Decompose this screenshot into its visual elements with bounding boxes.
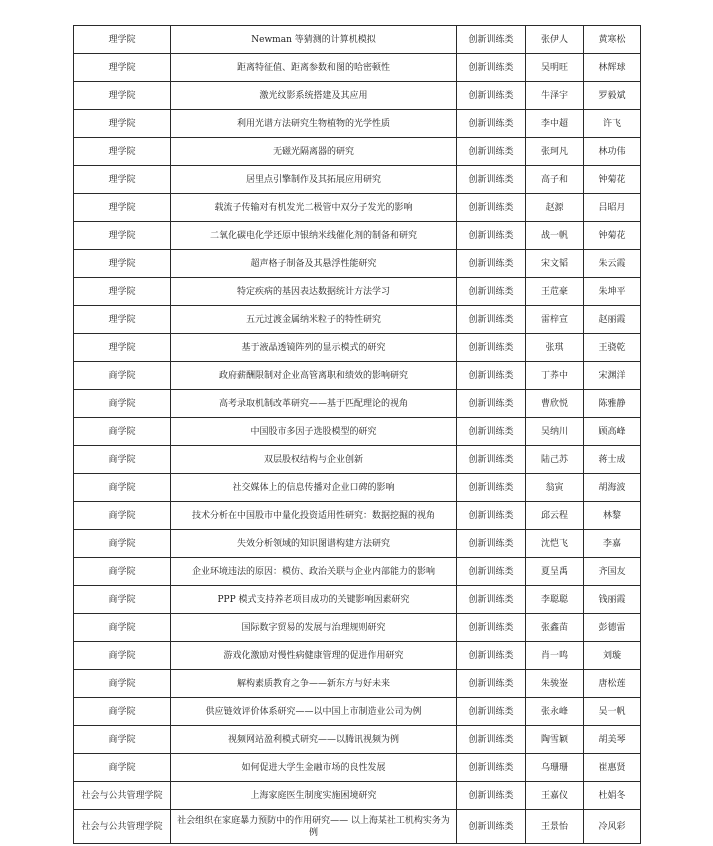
student-cell: 沈恺飞 xyxy=(526,530,584,558)
advisor-cell: 朱云霞 xyxy=(584,250,641,278)
advisor-cell: 朱坤平 xyxy=(584,278,641,306)
title-cell: 解构素质教育之争——新东方与好未来 xyxy=(171,670,457,698)
college-cell: 商学院 xyxy=(74,502,171,530)
advisor-cell: 宋渊洋 xyxy=(584,362,641,390)
table-row xyxy=(74,754,641,782)
table-row xyxy=(74,110,641,138)
type-cell: 创新训练类 xyxy=(457,110,526,138)
type-cell: 创新训练类 xyxy=(457,782,526,810)
advisor-cell: 李嘉 xyxy=(584,530,641,558)
table-row xyxy=(74,726,641,754)
advisor-cell: 林黎 xyxy=(584,502,641,530)
table-row xyxy=(74,418,641,446)
table-row xyxy=(74,474,641,502)
student-cell: 宋文韬 xyxy=(526,250,584,278)
table-row xyxy=(74,782,641,810)
table-row xyxy=(74,306,641,334)
college-cell: 理学院 xyxy=(74,250,171,278)
table-row xyxy=(74,642,641,670)
title-cell: 特定疾病的基因表达数据统计方法学习 xyxy=(171,278,457,306)
table-row xyxy=(74,26,641,54)
college-cell: 商学院 xyxy=(74,362,171,390)
type-cell: 创新训练类 xyxy=(457,138,526,166)
college-cell: 理学院 xyxy=(74,138,171,166)
type-cell: 创新训练类 xyxy=(457,54,526,82)
student-cell: 张鑫苗 xyxy=(526,614,584,642)
title-cell: 企业环境违法的原因：模仿、政治关联与企业内部能力的影响 xyxy=(171,558,457,586)
college-cell: 社会与公共管理学院 xyxy=(74,810,171,844)
college-cell: 商学院 xyxy=(74,390,171,418)
student-cell: 雷梓宣 xyxy=(526,306,584,334)
title-cell: 供应链效评价体系研究——以中国上市制造业公司为例 xyxy=(171,698,457,726)
table-row xyxy=(74,334,641,362)
type-cell: 创新训练类 xyxy=(457,502,526,530)
student-cell: 曹欣悦 xyxy=(526,390,584,418)
college-cell: 商学院 xyxy=(74,418,171,446)
type-cell: 创新训练类 xyxy=(457,614,526,642)
type-cell: 创新训练类 xyxy=(457,810,526,844)
student-cell: 牛泽宇 xyxy=(526,82,584,110)
student-cell: 高子和 xyxy=(526,166,584,194)
table-row xyxy=(74,138,641,166)
advisor-cell: 吕昭月 xyxy=(584,194,641,222)
college-cell: 商学院 xyxy=(74,726,171,754)
project-table-body xyxy=(74,26,641,844)
advisor-cell: 陈雅静 xyxy=(584,390,641,418)
college-cell: 商学院 xyxy=(74,530,171,558)
title-cell: 无磁光隔离器的研究 xyxy=(171,138,457,166)
advisor-cell: 齐国友 xyxy=(584,558,641,586)
table-row xyxy=(74,698,641,726)
college-cell: 商学院 xyxy=(74,446,171,474)
college-cell: 商学院 xyxy=(74,558,171,586)
type-cell: 创新训练类 xyxy=(457,754,526,782)
type-cell: 创新训练类 xyxy=(457,278,526,306)
table-row xyxy=(74,222,641,250)
college-cell: 理学院 xyxy=(74,82,171,110)
table-row xyxy=(74,558,641,586)
table-row xyxy=(74,614,641,642)
advisor-cell: 林辉球 xyxy=(584,54,641,82)
table-row xyxy=(74,194,641,222)
college-cell: 商学院 xyxy=(74,614,171,642)
student-cell: 张珂凡 xyxy=(526,138,584,166)
college-cell: 理学院 xyxy=(74,194,171,222)
type-cell: 创新训练类 xyxy=(457,558,526,586)
table-row xyxy=(74,166,641,194)
type-cell: 创新训练类 xyxy=(457,222,526,250)
title-cell: 双层股权结构与企业创新 xyxy=(171,446,457,474)
advisor-cell: 顾高峰 xyxy=(584,418,641,446)
title-cell: 居里点引擎制作及其拓展应用研究 xyxy=(171,166,457,194)
college-cell: 理学院 xyxy=(74,278,171,306)
type-cell: 创新训练类 xyxy=(457,362,526,390)
student-cell: 吴纳川 xyxy=(526,418,584,446)
type-cell: 创新训练类 xyxy=(457,166,526,194)
title-cell: 二氧化碳电化学还原中银纳米线催化剂的制备和研究 xyxy=(171,222,457,250)
student-cell: 吴明旺 xyxy=(526,54,584,82)
student-cell: 张琪 xyxy=(526,334,584,362)
type-cell: 创新训练类 xyxy=(457,446,526,474)
advisor-cell: 罗毅斌 xyxy=(584,82,641,110)
table-row xyxy=(74,54,641,82)
title-cell: 高考录取机制改革研究——基于匹配理论的视角 xyxy=(171,390,457,418)
title-cell: 载流子传输对有机发光二极管中双分子发光的影响 xyxy=(171,194,457,222)
title-cell: 游戏化激励对慢性病健康管理的促进作用研究 xyxy=(171,642,457,670)
student-cell: 肖一鸣 xyxy=(526,642,584,670)
type-cell: 创新训练类 xyxy=(457,418,526,446)
college-cell: 理学院 xyxy=(74,334,171,362)
student-cell: 王景怡 xyxy=(526,810,584,844)
student-cell: 李聪聪 xyxy=(526,586,584,614)
type-cell: 创新训练类 xyxy=(457,334,526,362)
table-row xyxy=(74,362,641,390)
advisor-cell: 唐松莲 xyxy=(584,670,641,698)
college-cell: 商学院 xyxy=(74,754,171,782)
title-cell: 中国股市多因子选股模型的研究 xyxy=(171,418,457,446)
student-cell: 王苊豪 xyxy=(526,278,584,306)
title-cell: 超声格子制备及其悬浮性能研究 xyxy=(171,250,457,278)
advisor-cell: 吴一帆 xyxy=(584,698,641,726)
college-cell: 商学院 xyxy=(74,642,171,670)
advisor-cell: 胡海波 xyxy=(584,474,641,502)
title-cell: 视频网站盈利模式研究——以腾讯视频为例 xyxy=(171,726,457,754)
type-cell: 创新训练类 xyxy=(457,586,526,614)
title-cell: 上海家庭医生制度实施困境研究 xyxy=(171,782,457,810)
advisor-cell: 胡美琴 xyxy=(584,726,641,754)
advisor-cell: 许飞 xyxy=(584,110,641,138)
type-cell: 创新训练类 xyxy=(457,670,526,698)
student-cell: 朱骏崟 xyxy=(526,670,584,698)
student-cell: 张永峰 xyxy=(526,698,584,726)
title-cell: 政府薪酬限制对企业高管离职和绩效的影响研究 xyxy=(171,362,457,390)
project-table xyxy=(73,25,641,844)
student-cell: 战一帆 xyxy=(526,222,584,250)
type-cell: 创新训练类 xyxy=(457,698,526,726)
advisor-cell: 赵丽霞 xyxy=(584,306,641,334)
student-cell: 丁荞中 xyxy=(526,362,584,390)
advisor-cell: 杜娟冬 xyxy=(584,782,641,810)
type-cell: 创新训练类 xyxy=(457,642,526,670)
table-row xyxy=(74,810,641,844)
advisor-cell: 钟菊花 xyxy=(584,166,641,194)
college-cell: 理学院 xyxy=(74,222,171,250)
table-row xyxy=(74,278,641,306)
advisor-cell: 黄寒松 xyxy=(584,26,641,54)
college-cell: 社会与公共管理学院 xyxy=(74,782,171,810)
title-cell: PPP 模式支持养老项目成功的关键影响因素研究 xyxy=(171,586,457,614)
college-cell: 理学院 xyxy=(74,26,171,54)
student-cell: 邱云程 xyxy=(526,502,584,530)
college-cell: 理学院 xyxy=(74,306,171,334)
title-cell: 五元过渡金属纳米粒子的特性研究 xyxy=(171,306,457,334)
student-cell: 翁寅 xyxy=(526,474,584,502)
student-cell: 陶雪颖 xyxy=(526,726,584,754)
college-cell: 商学院 xyxy=(74,474,171,502)
advisor-cell: 刘璇 xyxy=(584,642,641,670)
student-cell: 夏呈禹 xyxy=(526,558,584,586)
table-row xyxy=(74,586,641,614)
type-cell: 创新训练类 xyxy=(457,250,526,278)
advisor-cell: 彭德雷 xyxy=(584,614,641,642)
college-cell: 商学院 xyxy=(74,586,171,614)
student-cell: 张伊人 xyxy=(526,26,584,54)
student-cell: 李中超 xyxy=(526,110,584,138)
advisor-cell: 蒋士成 xyxy=(584,446,641,474)
title-cell: 利用光谱方法研究生物植物的光学性质 xyxy=(171,110,457,138)
type-cell: 创新训练类 xyxy=(457,390,526,418)
college-cell: 理学院 xyxy=(74,166,171,194)
type-cell: 创新训练类 xyxy=(457,194,526,222)
title-cell: 基于液晶透镜阵列的显示模式的研究 xyxy=(171,334,457,362)
type-cell: 创新训练类 xyxy=(457,474,526,502)
title-cell: 国际数字贸易的发展与治理规则研究 xyxy=(171,614,457,642)
title-cell: 距离特征值、距离参数和图的哈密顿性 xyxy=(171,54,457,82)
college-cell: 理学院 xyxy=(74,54,171,82)
title-cell: 失效分析领域的知识图谱构建方法研究 xyxy=(171,530,457,558)
title-cell: 社交媒体上的信息传播对企业口碑的影响 xyxy=(171,474,457,502)
advisor-cell: 林功伟 xyxy=(584,138,641,166)
type-cell: 创新训练类 xyxy=(457,726,526,754)
title-cell: 激光纹影系统搭建及其应用 xyxy=(171,82,457,110)
table-row xyxy=(74,390,641,418)
student-cell: 王嘉仪 xyxy=(526,782,584,810)
table-row xyxy=(74,446,641,474)
college-cell: 理学院 xyxy=(74,110,171,138)
advisor-cell: 冷风彩 xyxy=(584,810,641,844)
title-cell: Newman 等猜测的计算机模拟 xyxy=(171,26,457,54)
table-row xyxy=(74,530,641,558)
advisor-cell: 钟菊花 xyxy=(584,222,641,250)
college-cell: 商学院 xyxy=(74,670,171,698)
advisor-cell: 钱丽霞 xyxy=(584,586,641,614)
table-row xyxy=(74,82,641,110)
type-cell: 创新训练类 xyxy=(457,530,526,558)
student-cell: 陆己苏 xyxy=(526,446,584,474)
college-cell: 商学院 xyxy=(74,698,171,726)
type-cell: 创新训练类 xyxy=(457,26,526,54)
type-cell: 创新训练类 xyxy=(457,82,526,110)
table-row xyxy=(74,250,641,278)
table-row xyxy=(74,502,641,530)
advisor-cell: 王骁乾 xyxy=(584,334,641,362)
title-cell: 如何促进大学生金融市场的良性发展 xyxy=(171,754,457,782)
table-row xyxy=(74,670,641,698)
title-cell: 社会组织在家庭暴力预防中的作用研究—— 以上海某社工机构实务为例 xyxy=(171,810,457,844)
title-cell: 技术分析在中国股市中量化投资适用性研究：数据挖掘的视角 xyxy=(171,502,457,530)
type-cell: 创新训练类 xyxy=(457,306,526,334)
student-cell: 乌珊珊 xyxy=(526,754,584,782)
student-cell: 赵源 xyxy=(526,194,584,222)
advisor-cell: 崔惠贤 xyxy=(584,754,641,782)
